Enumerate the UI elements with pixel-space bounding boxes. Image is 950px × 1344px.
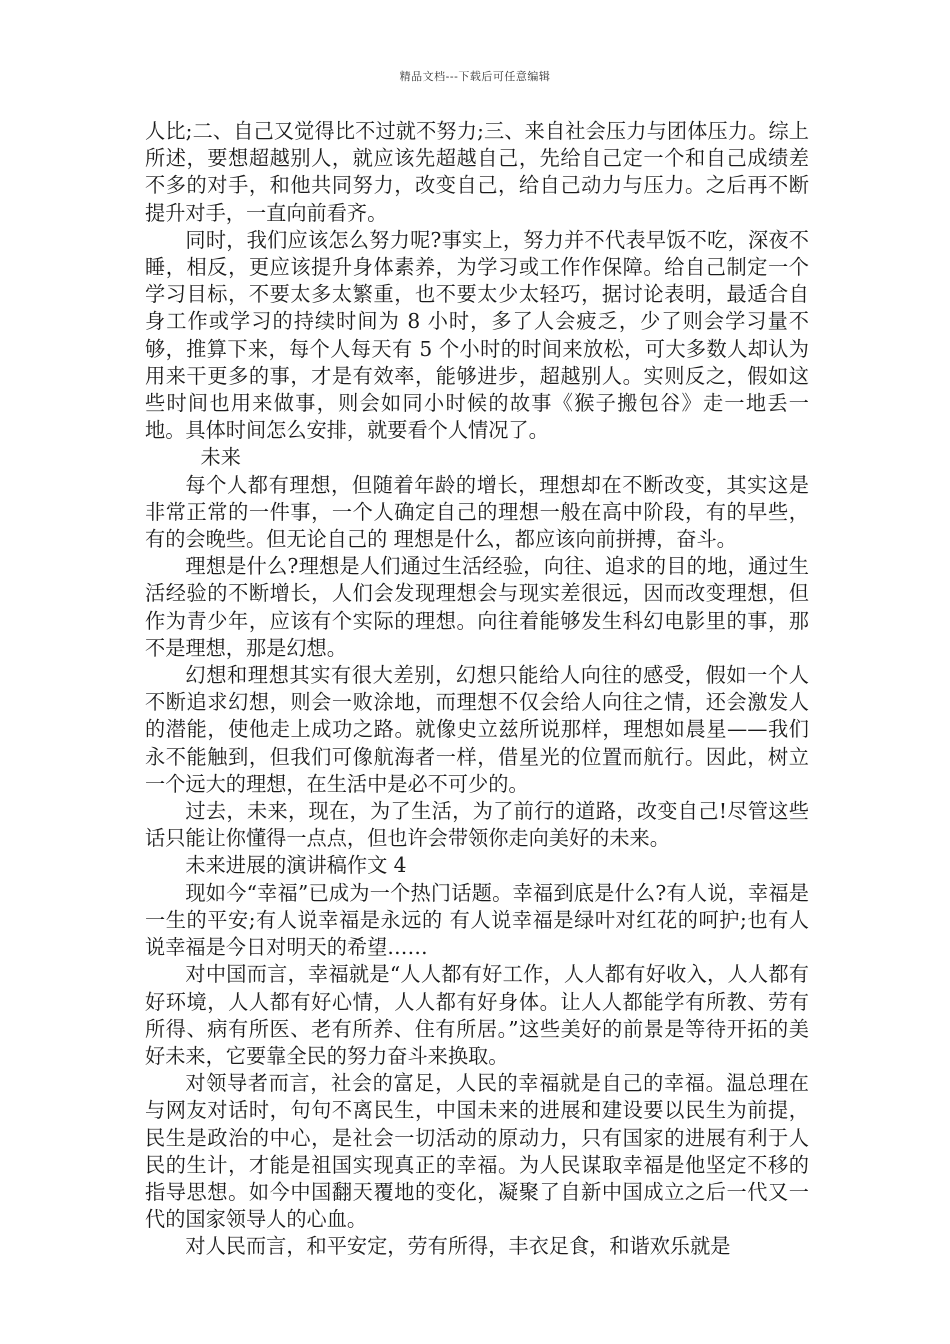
paragraph-4: 每个人都有理想，但随着年龄的增长，理想却在不断改变，其实这是非常正常的一件事，一个人确定自己的理想一般在高中阶段，有的早些，有的会晚些。但无论自己的 理想是什么，都应该向前拼搏，奋斗。 [145, 472, 809, 552]
document-body [145, 118, 809, 1261]
essay-title: 未来进展的演讲稿作文 4 [185, 853, 407, 878]
paragraph-10: 对中国而言，幸福就是“人人都有好工作，人人都有好收入，人人都有好环境，人人都有好心情，人人都有好身体。让人人都能学有所教、劳有所得、病有所医、老有所养、住有所居。”这些美好的前景是等待开拓的美好未来，它要靠全民的努力奋斗来换取。 [145, 962, 809, 1068]
page-header: 精品文档---下载后可任意编辑 [399, 70, 551, 83]
paragraph-6: 幻想和理想其实有很大差别，幻想只能给人向往的感受，假如一个人不断追求幻想，则会一败涂地，而理想不仅会给人向往之情，还会激发人的潜能，使他走上成功之路。就像史立兹所说那样，理想如晨星——我们永不能触到，但我们可像航海者一样，借星光的位置而航行。因此，树立一个远大的理想，在生活中是必不可少的。 [145, 663, 809, 796]
section-heading-future: 未来 [200, 445, 241, 470]
paragraph-7: 过去，未来，现在，为了生活，为了前行的道路，改变自己!尽管这些话只能让你懂得一点点，但也许会带领你走向美好的未来。 [145, 799, 809, 851]
paragraph-2: 同时，我们应该怎么努力呢?事实上，努力并不代表早饭不吃，深夜不睡，相反，更应该提升身体素养，为学习或工作作保障。给自己制定一个学习目标，不要太多太繁重，也不要太少太轻巧，据讨论表明，最适合自身工作或学习的持续时间为 8 小时，多了人会疲乏，少了则会学习量不够，推算下来，每个人每天有 5 个小时的时间来放松，可大多数人却认为用来干更多的事，才是有效率，能够进步，超越别人。实则反之，假如这些时间也用来做事，则会如同小时候的故事《猴子搬包谷》走一地丢一地。具体时间怎么安排，就要看个人情况了。 [145, 227, 809, 443]
paragraph-12: 对人民而言，和平安定，劳有所得，丰衣足食，和谐欢乐就是 [185, 1234, 731, 1259]
paragraph-11: 对领导者而言，社会的富足，人民的幸福就是自己的幸福。温总理在与网友对话时，句句不离民生，中国未来的进展和建设要以民生为前提，民生是政治的中心，是社会一切活动的原动力，只有国家的进展有利于人民的生计，才能是祖国实现真正的幸福。为人民谋取幸福是他坚定不移的指导思想。如今中国翻天覆地的变化，凝聚了自新中国成立之后一代又一代的国家领导人的心血。 [145, 1071, 809, 1232]
paragraph-9: 现如今“幸福”已成为一个热门话题。幸福到底是什么?有人说，幸福是一生的平安;有人说幸福是永远的 有人说幸福是绿叶对红花的呵护;也有人说幸福是今日对明天的希望…… [145, 880, 809, 960]
paragraph-1: 人比;二、自己又觉得比不过就不努力;三、来自社会压力与团体压力。综上所述，要想超越别人，就应该先超越自己，先给自己定一个和自己成绩差不多的对手，和他共同努力，改变自己，给自己动力与压力。之后再不断提升对手，一直向前看齐。 [145, 119, 809, 225]
paragraph-5: 理想是什么?理想是人们通过生活经验，向往、追求的目的地，通过生活经验的不断增长，人们会发现理想会与现实差很远，因而改变理想，但作为青少年，应该有个实际的理想。向往着能够发生科幻电影里的事，那不是理想，那是幻想。 [145, 554, 809, 660]
